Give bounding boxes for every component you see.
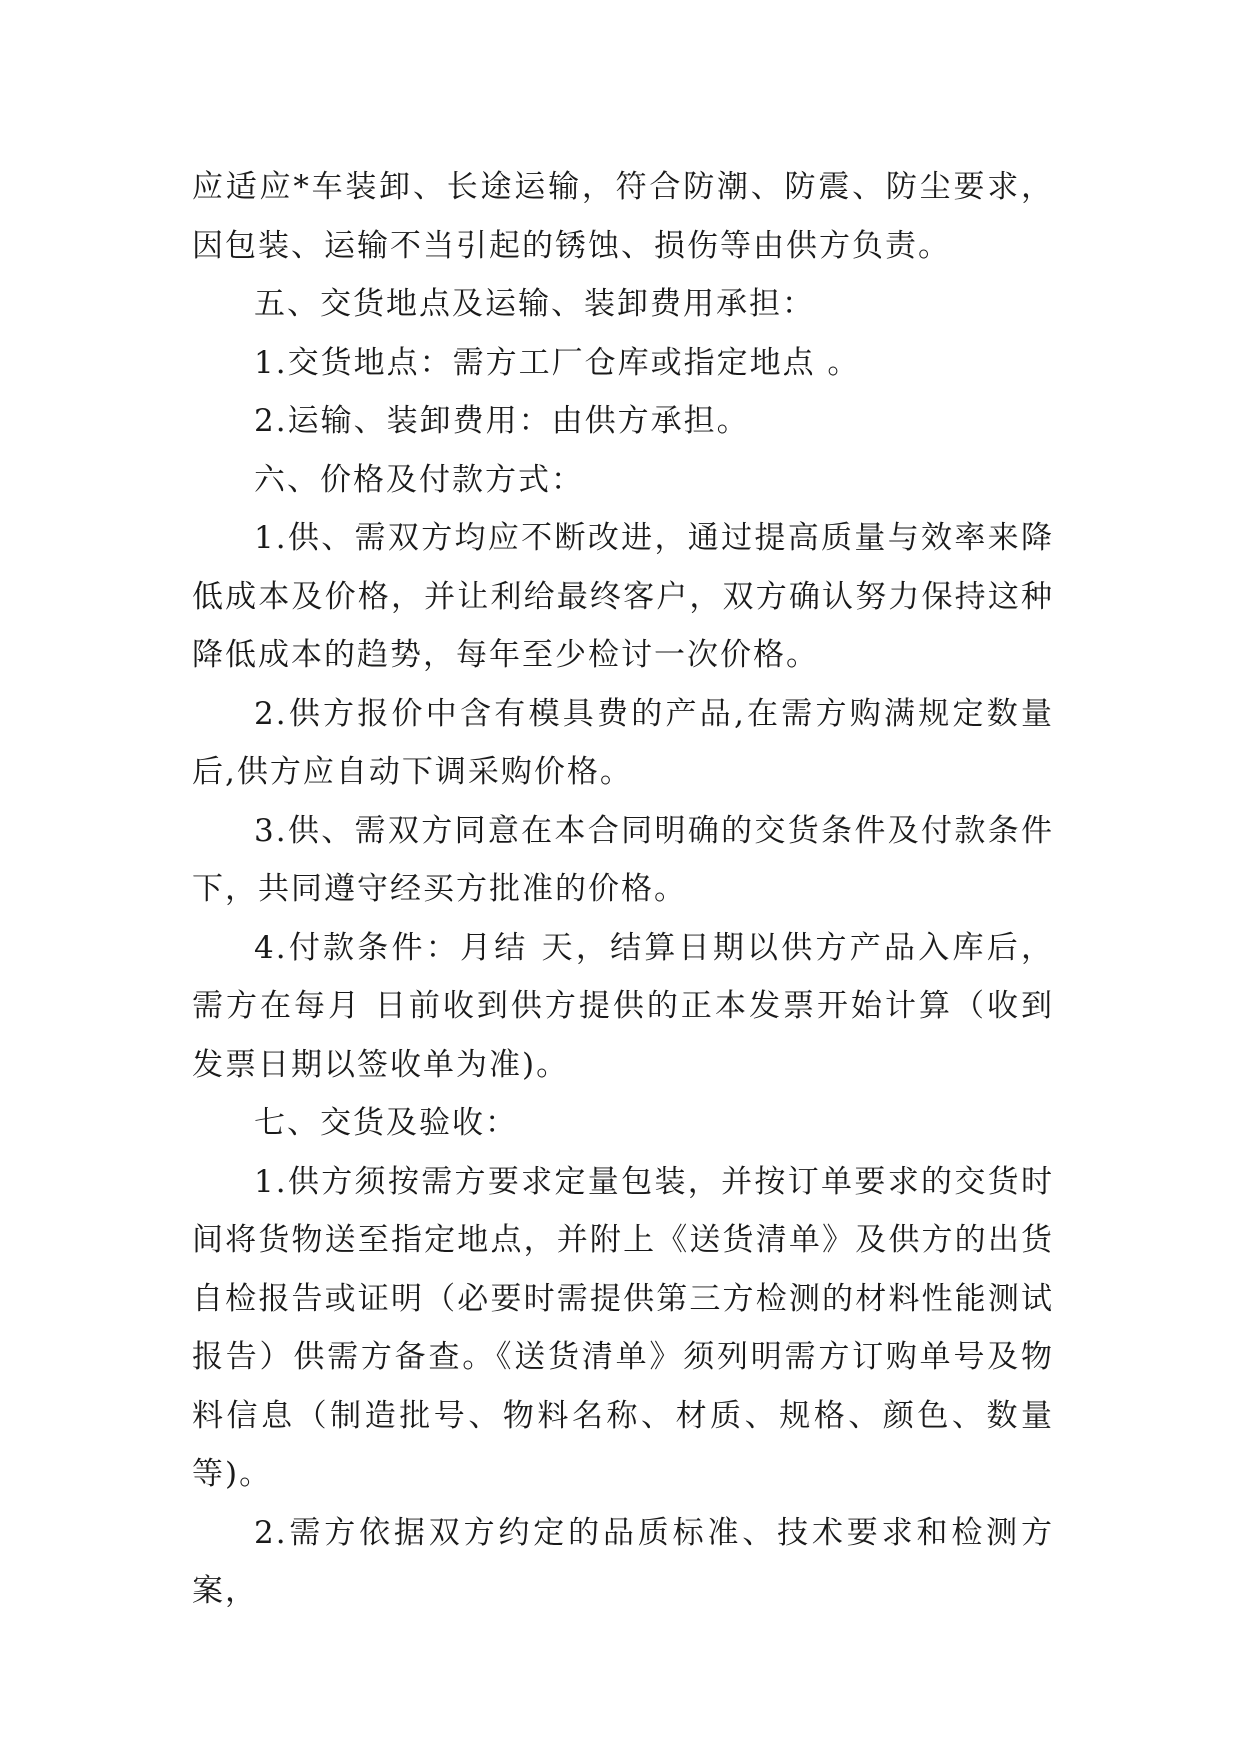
paragraph-packaging-continued: 应适应*车装卸、长途运输，符合防潮、防震、防尘要求，因包装、运输不当引起的锈蚀、损伤等由供方负责。 bbox=[192, 169, 1054, 264]
document-body bbox=[192, 158, 1054, 1621]
paragraph-price-improvement: 1.供、需双方均应不断改进，通过提高质量与效率来降低成本及价格，并让利给最终客户，双方确认努力保持这种降低成本的趋势，每年至少检讨一次价格。 bbox=[192, 520, 1054, 673]
paragraph-approved-price: 3.供、需双方同意在本合同明确的交货条件及付款条件下，共同遵守经买方批准的价格。 bbox=[192, 812, 1054, 907]
paragraph-inspection: 2.需方依据双方约定的品质标准、技术要求和检测方案， bbox=[192, 1514, 1054, 1609]
paragraph-transport-fees: 2.运输、装卸费用：由供方承担。 bbox=[254, 403, 750, 439]
section-heading-delivery-location: 五、交货地点及运输、装卸费用承担： bbox=[254, 286, 815, 322]
paragraph-delivery-packing: 1.供方须按需方要求定量包装，并按订单要求的交货时间将货物送至指定地点，并附上《送货清单》及供方的出货自检报告或证明（必要时需提供第三方检测的材料性能测试报告）供需方备查。《送货清单》须列明需方订购单号及物料信息（制造批号、物料名称、材质、规格、颜色、数量等)。 bbox=[192, 1163, 1054, 1492]
section-heading-delivery-acceptance: 七、交货及验收： bbox=[254, 1105, 518, 1141]
paragraph-delivery-location: 1.交货地点：需方工厂仓库或指定地点 。 bbox=[254, 344, 861, 381]
paragraph-payment-terms: 4.付款条件：月结 天，结算日期以供方产品入库后，需方在每月 日前收到供方提供的正本发票开始计算（收到发票日期以签收单为准)。 bbox=[192, 929, 1054, 1083]
paragraph-mold-fee: 2.供方报价中含有模具费的产品,在需方购满规定数量后,供方应自动下调采购价格。 bbox=[192, 695, 1054, 790]
section-heading-price-payment: 六、价格及付款方式： bbox=[254, 461, 584, 498]
